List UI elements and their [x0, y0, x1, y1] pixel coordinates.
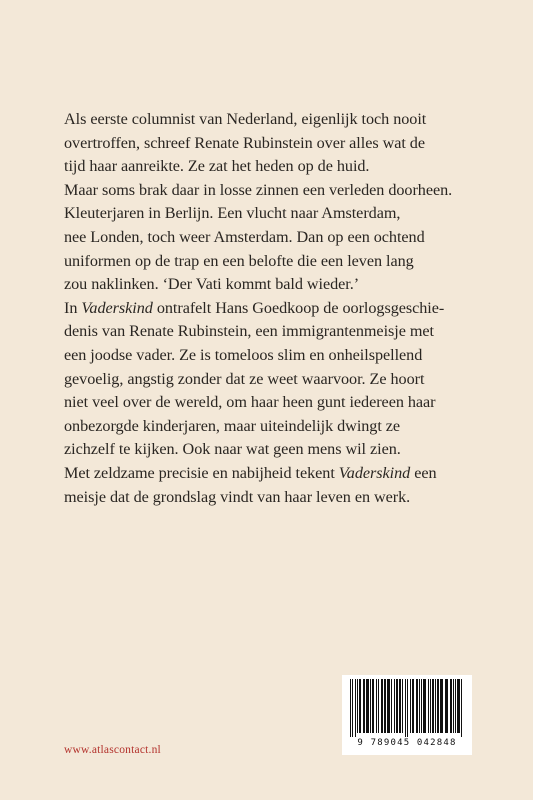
blurb-text: tijd haar aanreikte. Ze zat het heden op de huid. [64, 157, 370, 176]
barcode-bar [428, 679, 429, 733]
barcode-bar [445, 679, 448, 733]
barcode-bar [432, 679, 434, 733]
blurb-line [64, 155, 484, 179]
barcode-bar [423, 679, 426, 733]
blurb-line [64, 438, 484, 462]
blurb-line [64, 415, 484, 439]
barcode-bars [348, 679, 466, 737]
blurb-text: een [410, 463, 437, 482]
blurb-line [64, 202, 484, 226]
barcode-bar [357, 679, 358, 733]
blurb-line [64, 108, 484, 132]
barcode-bar [363, 679, 365, 733]
blurb-line [64, 344, 484, 368]
blurb-line [64, 226, 484, 250]
blurb-text: denis van Renate Rubinstein, een immigrantenmeisje met [64, 322, 434, 341]
blurb-line [64, 179, 484, 203]
barcode-bar [387, 679, 390, 733]
blurb-text: onbezorgde kinderjaren, maar uiteindelijk dwingt ze [64, 416, 401, 435]
barcode-bar [435, 679, 436, 733]
barcode-bar [455, 679, 456, 733]
isbn-barcode [342, 675, 472, 755]
barcode-bar [396, 679, 398, 733]
barcode-bar [359, 679, 361, 733]
blurb-line [64, 297, 484, 321]
barcode-bar [457, 679, 460, 733]
blurb-line [64, 486, 484, 510]
blurb-text: overtroffen, schreef Renate Rubinstein over alles wat de [64, 133, 425, 152]
blurb-line [64, 320, 484, 344]
isbn-number: 9 789045 042848 [357, 738, 457, 748]
barcode-bar [407, 679, 408, 737]
blurb-line [64, 462, 484, 486]
barcode-bar [355, 679, 356, 737]
publisher-website-link[interactable]: www.atlascontact.nl [64, 744, 161, 756]
blurb-text: Als eerste columnist van Nederland, eigenlijk toch nooit [64, 110, 427, 128]
blurb-text: Met zeldzame precisie en nabijheid tekent [64, 463, 339, 482]
barcode-bar [410, 679, 411, 733]
barcode-bar [453, 679, 454, 733]
barcode-bar [352, 679, 353, 737]
blurb-text: gevoelig, angstig zonder dat ze weet waarvoor. Ze hoort [64, 369, 425, 388]
blurb-text: Kleuterjaren in Berlijn. Een vlucht naar Amsterdam, [64, 204, 401, 223]
blurb-text: uniformen op de trap en een belofte die een leven lang [64, 251, 414, 270]
barcode-bar [399, 679, 401, 733]
barcode-bar [350, 679, 351, 737]
barcode-bar [437, 679, 439, 733]
blurb-text: zichzelf te kijken. Ook naar wat geen mens wil zien. [64, 440, 401, 459]
barcode-bar [421, 679, 422, 733]
blurb-line [64, 273, 484, 297]
blurb-text: nee Londen, toch weer Amsterdam. Dan op een ochtend [64, 227, 425, 246]
barcode-bar [366, 679, 369, 733]
back-cover-blurb [64, 108, 484, 509]
blurb-text: zou naklinken. ‘Der Vati kommt bald wieder.’ [64, 275, 360, 294]
barcode-bar [391, 679, 392, 733]
blurb-text: In [64, 298, 82, 317]
blurb-line [64, 368, 484, 392]
blurb-text: niet veel over de wereld, om haar heen gunt iedereen haar [64, 393, 436, 412]
barcode-bar [461, 679, 462, 737]
blurb-text: een joodse vader. Ze is tomeloos slim en onheilspellend [64, 345, 423, 364]
barcode-bar [416, 679, 418, 733]
barcode-bar [402, 679, 403, 733]
barcode-bar [440, 679, 443, 733]
blurb-text: meisje dat de grondslag vindt van haar leven en werk. [64, 487, 411, 506]
barcode-bar [376, 679, 377, 733]
blurb-line [64, 132, 484, 156]
barcode-bar [384, 679, 386, 733]
barcode-bar [378, 679, 379, 733]
blurb-text: ontrafelt Hans Goedkoop de oorlogsgeschie- [152, 298, 445, 317]
barcode-bar [450, 679, 452, 733]
barcode-bar [405, 679, 406, 737]
blurb-line [64, 391, 484, 415]
blurb-text: Maar soms brak daar in losse zinnen een verleden doorheen. [64, 180, 453, 199]
barcode-bar [394, 679, 395, 733]
book-title-italic: Vaderskind [81, 298, 153, 317]
blurb-line [64, 250, 484, 274]
barcode-bar [419, 679, 420, 733]
barcode-bar [370, 679, 371, 733]
barcode-bar [430, 679, 431, 733]
book-title-italic: Vaderskind [338, 463, 411, 482]
barcode-bar [412, 679, 414, 733]
barcode-bar [372, 679, 374, 733]
barcode-bar [381, 679, 383, 733]
